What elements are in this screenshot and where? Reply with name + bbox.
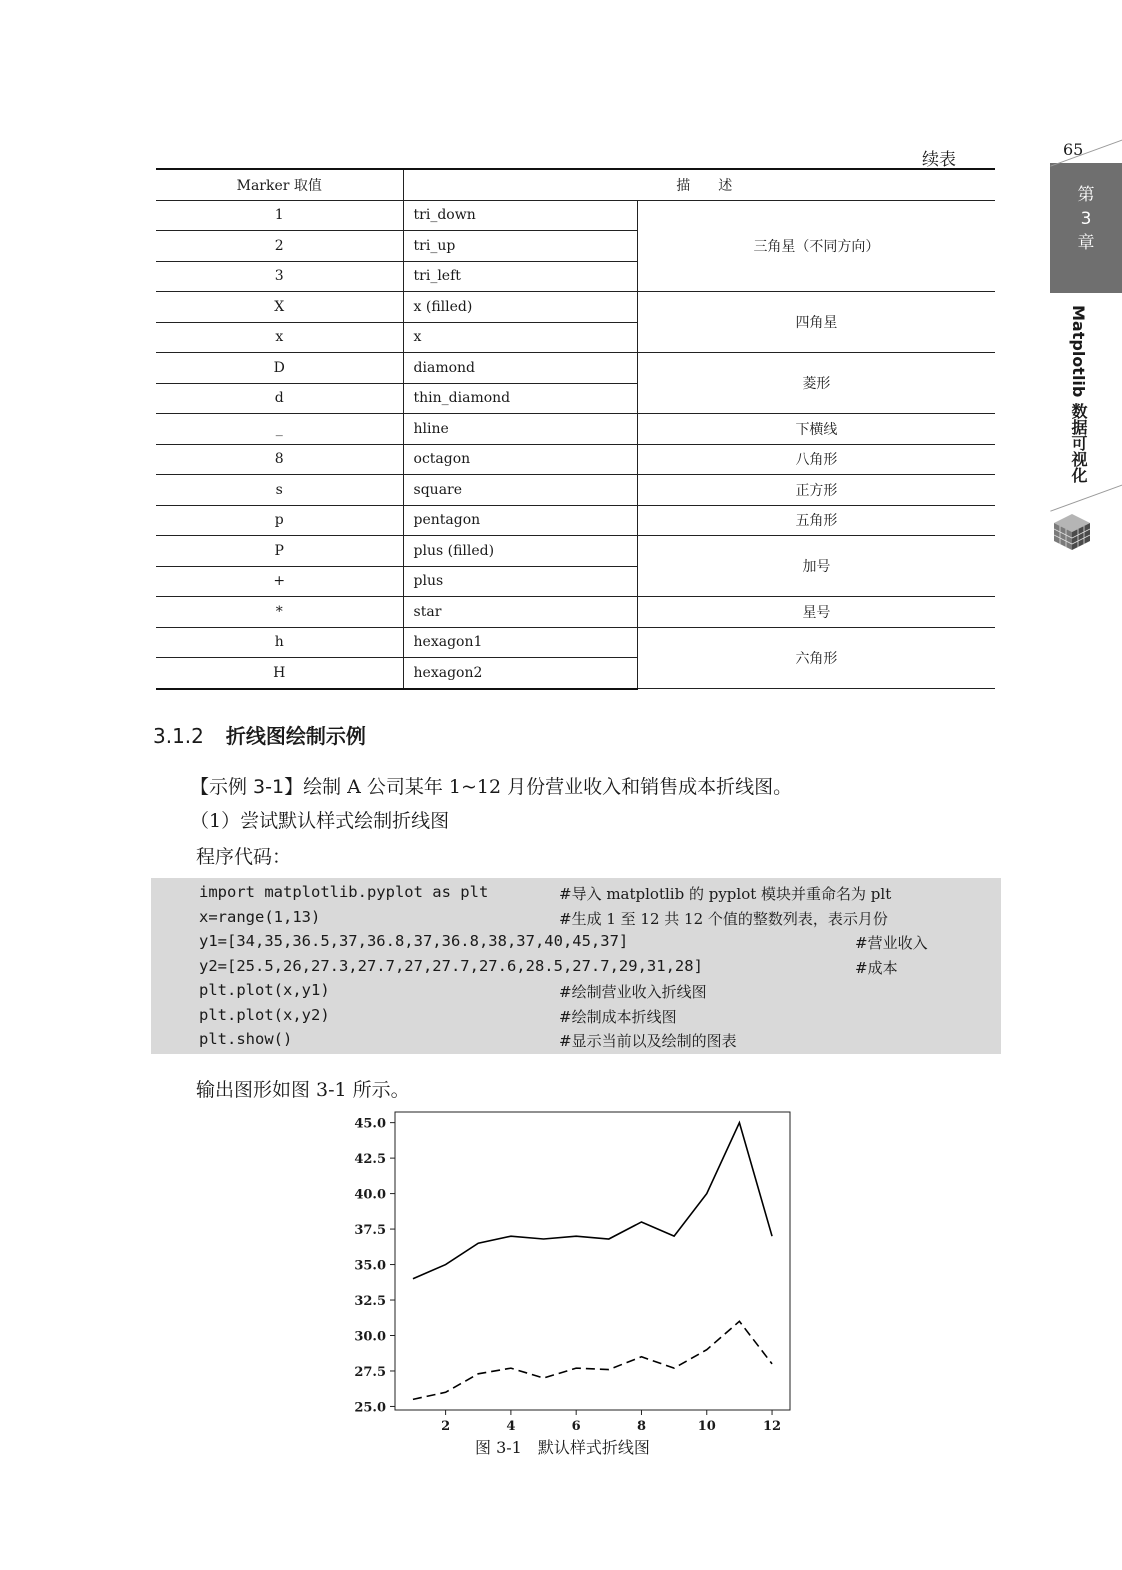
code-text: y1=[34,35,36.5,37,36.8,37,36.8,38,37,40,45,37] <box>199 932 629 950</box>
code-text: x=range(1,13) <box>199 907 321 926</box>
chapter-tab-char: 第 <box>1077 185 1095 205</box>
x-tick-label: 12 <box>762 1419 782 1430</box>
x-tick-label: 4 <box>506 1419 516 1430</box>
table-row <box>156 597 995 628</box>
marker-value: s <box>156 475 403 506</box>
y-tick-label: 45.0 <box>354 1116 386 1132</box>
side-divider <box>1050 483 1122 511</box>
code-text: plt.plot(x,y2) <box>199 1005 330 1024</box>
series-line-1 <box>413 1123 772 1279</box>
code-line <box>199 981 1001 1006</box>
code-comment: #绘制成本折线图 <box>559 1007 677 1026</box>
marker-name: hline <box>403 414 637 445</box>
code-comment: #营业收入 <box>855 934 928 952</box>
marker-name: x (filled) <box>403 292 637 323</box>
marker-value: x <box>156 322 403 353</box>
code-text: import matplotlib.pyplot as plt <box>199 883 489 901</box>
marker-value: P <box>156 536 403 567</box>
marker-name: diamond <box>403 353 637 384</box>
x-tick-label: 6 <box>571 1419 581 1430</box>
code-label: 程序代码： <box>196 846 292 868</box>
marker-description: 五角形 <box>637 505 995 536</box>
marker-value: + <box>156 566 403 597</box>
table-row <box>156 292 995 323</box>
marker-value: 8 <box>156 444 403 475</box>
chapter-tab <box>1050 163 1122 293</box>
section-heading <box>153 720 366 749</box>
x-tick-label: 8 <box>636 1419 646 1430</box>
table-row <box>156 444 995 475</box>
y-tick-label: 25.0 <box>354 1400 386 1416</box>
marker-name: plus <box>403 566 637 597</box>
marker-description: 星号 <box>637 597 995 628</box>
marker-description: 三角星（不同方向） <box>637 200 995 292</box>
marker-value: 3 <box>156 261 403 292</box>
marker-name: octagon <box>403 444 637 475</box>
marker-value: h <box>156 627 403 658</box>
code-line <box>199 1006 1001 1031</box>
marker-description: 正方形 <box>637 475 995 506</box>
code-text: plt.plot(x,y1) <box>199 981 330 999</box>
table-row <box>156 475 995 506</box>
marker-value: H <box>156 658 403 689</box>
table-row <box>156 353 995 384</box>
column-header: Marker 取值 <box>156 169 403 200</box>
code-block <box>151 878 1001 1054</box>
marker-name: hexagon1 <box>403 627 637 658</box>
chapter-tab-char: 章 <box>1077 233 1095 253</box>
marker-name: tri_down <box>403 200 637 231</box>
marker-table <box>156 168 995 690</box>
table-continued-label: 续表 <box>922 150 956 170</box>
example-tag: 【示例 3-1】 <box>190 776 304 798</box>
section-number: 3.1.2 <box>153 724 204 748</box>
output-text: 输出图形如图 3-1 所示。 <box>196 1079 410 1101</box>
marker-name: tri_up <box>403 231 637 262</box>
code-line <box>199 957 1001 982</box>
cube-icon <box>1052 512 1092 552</box>
code-text: plt.show() <box>199 1030 293 1048</box>
y-tick-label: 42.5 <box>354 1152 386 1168</box>
code-line <box>199 932 1001 957</box>
code-comment: #导入 matplotlib 的 pyplot 模块并重命名为 plt <box>559 885 892 903</box>
marker-description: 菱形 <box>637 353 995 414</box>
figure-caption: 图 3-1 默认样式折线图 <box>475 1438 650 1457</box>
marker-value: * <box>156 597 403 628</box>
y-tick-label: 30.0 <box>354 1329 386 1345</box>
marker-value: X <box>156 292 403 323</box>
y-tick-label: 35.0 <box>354 1258 386 1274</box>
table-row <box>156 536 995 567</box>
chapter-tab-char: 3 <box>1080 209 1092 229</box>
table-row <box>156 505 995 536</box>
x-tick-label: 2 <box>441 1419 451 1430</box>
chart-svg <box>330 1100 810 1430</box>
marker-value: _ <box>156 414 403 445</box>
page-number: 65 <box>1063 140 1084 159</box>
marker-name: thin_diamond <box>403 383 637 414</box>
x-tick-label: 10 <box>697 1419 716 1430</box>
y-tick-label: 40.0 <box>354 1187 386 1203</box>
y-tick-label: 27.5 <box>354 1364 386 1380</box>
marker-name: square <box>403 475 637 506</box>
marker-name: hexagon2 <box>403 658 637 689</box>
marker-name: x <box>403 322 637 353</box>
code-comment: #绘制营业收入折线图 <box>559 983 707 1001</box>
plot-frame <box>395 1112 790 1410</box>
code-comment: #成本 <box>855 958 898 977</box>
table-row <box>156 200 995 231</box>
marker-name: pentagon <box>403 505 637 536</box>
code-line <box>199 1030 1001 1055</box>
marker-value: 1 <box>156 200 403 231</box>
column-header: 描 述 <box>403 169 995 200</box>
marker-value: d <box>156 383 403 414</box>
marker-description: 下横线 <box>637 414 995 445</box>
code-text: y2=[25.5,26,27.3,27.7,27,27.7,27.6,28.5,27.7,29,31,28] <box>199 956 703 975</box>
marker-value: p <box>156 505 403 536</box>
y-tick-label: 37.5 <box>354 1223 386 1239</box>
marker-name: plus (filled) <box>403 536 637 567</box>
y-tick-label: 32.5 <box>354 1294 386 1310</box>
table-header-row <box>156 169 995 200</box>
marker-description: 八角形 <box>637 444 995 475</box>
step-heading: （1）尝试默认样式绘制折线图 <box>190 810 450 832</box>
marker-value: 2 <box>156 231 403 262</box>
code-line <box>199 883 1001 908</box>
marker-value: D <box>156 353 403 384</box>
marker-description: 加号 <box>637 536 995 597</box>
series-line-2 <box>413 1321 772 1399</box>
example-intro <box>190 772 792 799</box>
example-text: 绘制 A 公司某年 1~12 月份营业收入和销售成本折线图。 <box>303 776 793 798</box>
table-row <box>156 414 995 445</box>
marker-name: star <box>403 597 637 628</box>
marker-description: 四角星 <box>637 292 995 353</box>
table-row <box>156 627 995 658</box>
code-line <box>199 908 1001 933</box>
line-chart <box>330 1100 810 1430</box>
marker-name: tri_left <box>403 261 637 292</box>
marker-description: 六角形 <box>637 627 995 689</box>
chapter-title: Matplotlib 数据可视化 <box>1069 305 1088 483</box>
code-comment: #生成 1 至 12 共 12 个值的整数列表，表示月份 <box>559 909 888 928</box>
section-title: 折线图绘制示例 <box>225 724 366 748</box>
code-comment: #显示当前以及绘制的图表 <box>559 1032 737 1050</box>
